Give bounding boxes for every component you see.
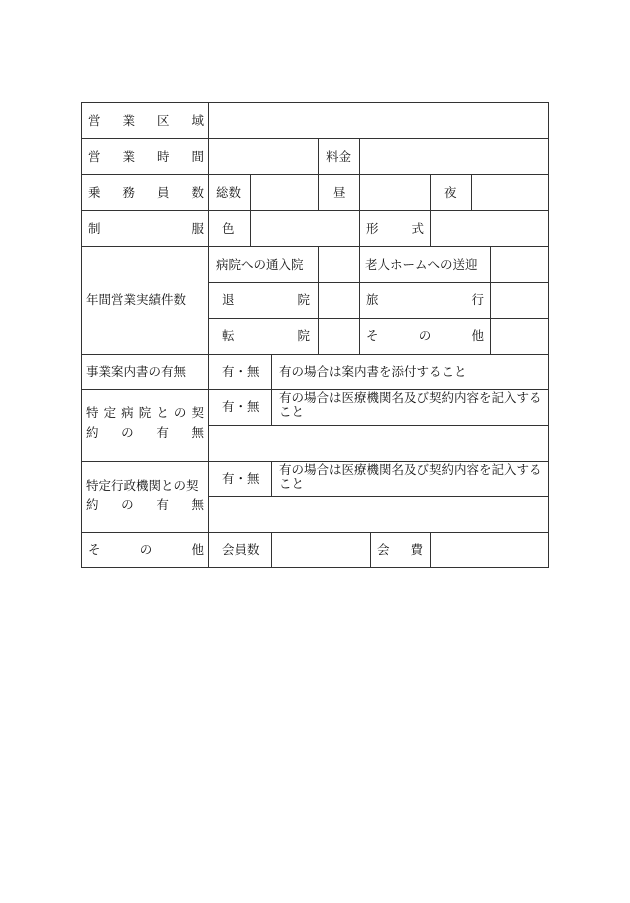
row-divider [81, 138, 549, 139]
transfer-label: 転 院 [222, 328, 310, 343]
col-divider [359, 138, 360, 174]
uniform-color-label: 色 [222, 221, 235, 236]
uniform-label: 制 服 [88, 221, 204, 236]
row-divider [208, 425, 549, 426]
hospital-contract-label-2: 約 の 有 無 [86, 425, 204, 440]
row-divider [208, 282, 549, 283]
hospital-contract-note: 有の場合は医療機関名及び契約内容を記入すること [279, 390, 542, 419]
hospital-contract-label-1: 特 定 病 院 と の 契 [86, 405, 204, 420]
col-divider [318, 174, 319, 210]
col-divider [430, 532, 431, 568]
col-divider [359, 246, 360, 354]
col-divider [208, 102, 209, 568]
admin-contract-label-2: 約 の 有 無 [86, 497, 204, 512]
annual-label: 年間営業実績件数 [86, 292, 187, 307]
col-divider [430, 174, 431, 246]
col-divider [471, 174, 472, 210]
col-divider [271, 354, 272, 425]
admin-contract-label-1: 特定行政機関との契 [86, 478, 199, 493]
crew-label: 乗 務 員 数 [88, 185, 204, 200]
other-label: そ の 他 [88, 542, 204, 557]
col-divider [271, 532, 272, 568]
elderly-home-label: 老人ホームへの送迎 [365, 257, 478, 272]
row-divider [208, 318, 549, 319]
col-divider [271, 461, 272, 496]
col-divider [359, 174, 360, 246]
col-divider [370, 532, 371, 568]
brochure-label: 事業案内書の有無 [86, 364, 187, 379]
membership-fee-label: 会 費 [377, 542, 423, 557]
col-divider [318, 246, 319, 354]
uniform-style-label: 形 式 [366, 221, 424, 236]
other-annual-label: そ の 他 [366, 328, 484, 343]
crew-total-label: 総数 [216, 185, 242, 200]
members-label: 会員数 [222, 542, 260, 557]
admin-contract-yesno[interactable]: 有・無 [222, 471, 260, 486]
col-divider [490, 246, 491, 354]
col-divider [250, 174, 251, 246]
row-divider [208, 496, 549, 497]
hours-label: 営 業 時 間 [88, 149, 204, 164]
hospital-visit-label: 病院への通入院 [216, 257, 304, 272]
brochure-note: 有の場合は案内書を添付すること [279, 364, 467, 379]
hospital-contract-yesno[interactable]: 有・無 [222, 399, 260, 414]
crew-day-label: 昼 [333, 185, 346, 200]
fee-label: 料金 [326, 149, 352, 164]
crew-night-label: 夜 [444, 185, 457, 200]
row-divider [81, 246, 549, 247]
area-label: 営 業 区 域 [88, 113, 204, 128]
brochure-yesno[interactable]: 有・無 [222, 364, 260, 379]
travel-label: 旅 行 [366, 292, 484, 307]
admin-contract-note: 有の場合は医療機関名及び契約内容を記入すること [279, 462, 542, 491]
col-divider [318, 138, 319, 174]
row-divider [81, 174, 549, 175]
discharge-label: 退 院 [222, 292, 310, 307]
row-divider [81, 354, 549, 355]
row-divider [81, 532, 549, 533]
row-divider [81, 210, 549, 211]
